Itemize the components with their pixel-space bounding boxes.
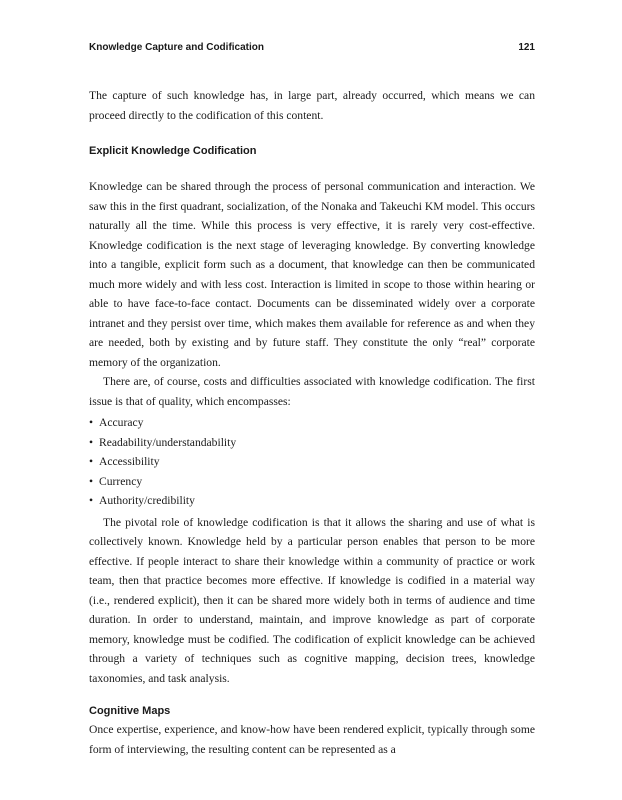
bullet-item: [89, 433, 535, 453]
intro-paragraph: The capture of such knowledge has, in large part, already occurred, which means we can proceed directly to the codification of this content.: [89, 89, 535, 122]
subsection-heading: Cognitive Maps: [89, 705, 171, 717]
running-header: [89, 41, 535, 55]
bullet-icon: •: [89, 494, 94, 507]
section-paragraph-2: There are, of course, costs and difficulties associated with knowledge codification. The first issue is that of quality, which encompasses:: [89, 375, 535, 408]
bullet-item: [89, 472, 535, 492]
subsection-paragraph-1: Once expertise, experience, and know-how have been rendered explicit, typically through some form of interviewing, the resulting content can be represented as a: [89, 723, 535, 756]
bullet-icon: •: [89, 455, 94, 468]
section-heading: Explicit Knowledge Codification: [89, 145, 257, 157]
bullet-text: Accuracy: [99, 416, 144, 429]
bullet-item: [89, 452, 535, 472]
bullet-item: [89, 491, 535, 511]
bullet-icon: •: [89, 435, 94, 449]
section-paragraph-1: Knowledge can be shared through the process of personal communication and interaction. We saw this in the first quadrant, socialization, of the Nonaka and Takeuchi KM model. This occurs naturally all the time. While this process is very effective, it is rarely very cost-effective. Knowledge codification is the next stage of leveraging knowledge. By converting knowledge into a tangible, explicit form such as a document, that knowledge can then be communicated much more widely and with less cost. Interaction is limited in scope to those within hearing or able to have face-to-face contact. Documents can be disseminated widely over a corporate intranet and they persist over time, which makes them available for reference as and when they are needed, both by existing and by future staff. They constitute the only “real” corporate memory of the organization.: [89, 180, 535, 369]
bullet-icon: •: [89, 416, 94, 429]
bullet-text: Accessibility: [99, 455, 160, 468]
running-title: Knowledge Capture and Codification: [89, 42, 265, 53]
bullet-text: Authority/credibility: [99, 494, 195, 507]
book-page: [89, 41, 535, 759]
quality-bullet-list: [89, 413, 535, 511]
bullet-item: [89, 413, 535, 433]
bullet-icon: •: [89, 474, 94, 488]
page-number: 121: [518, 42, 535, 53]
bullet-text: Currency: [99, 474, 143, 488]
section-paragraph-3: The pivotal role of knowledge codification is that it allows the sharing and use of what is collectively known. Knowledge held by a particular person enables that person to be more effective. If people interact to share their knowledge within a community of practice or work team, then that practice becomes more effective. If knowledge is codified in a material way (i.e., rendered explicit), then it can be shared more widely both in terms of audience and time duration. In order to understand, maintain, and improve knowledge as part of corporate memory, knowledge must be codified. The codification of explicit knowledge can be achieved through a variety of techniques such as cognitive mapping, decision trees, knowledge taxonomies, and task analysis.: [89, 515, 535, 685]
bullet-text: Readability/understandability: [99, 435, 237, 449]
